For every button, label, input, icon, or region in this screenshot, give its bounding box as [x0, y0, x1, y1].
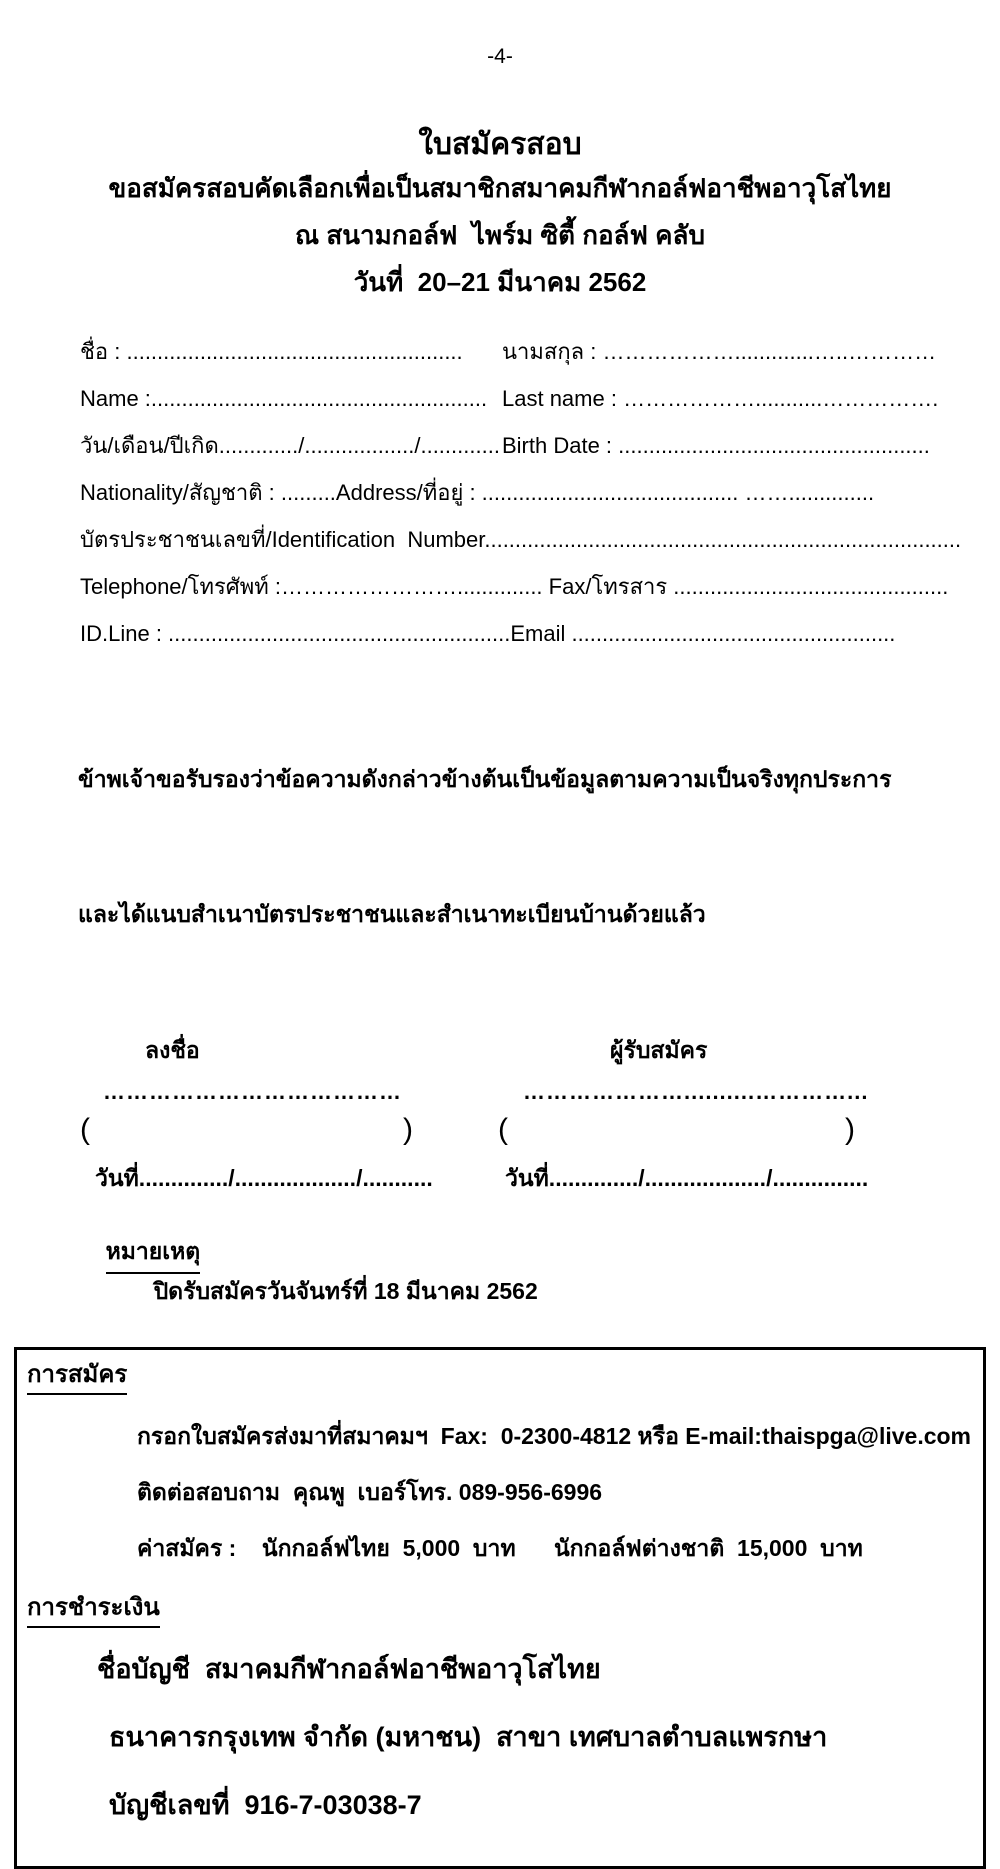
- field-birthdate-en: Birth Date : ...................................................: [502, 433, 930, 458]
- note-text: ปิดรับสมัครวันจันทร์ที่ 18 มีนาคม 2562: [153, 1278, 538, 1304]
- form-row-idline-email: [80, 620, 920, 647]
- applicant-fields: [80, 338, 962, 647]
- form-title: ใบสมัครสอบ: [418, 128, 582, 161]
- field-idline-email: ID.Line : ........................................................Email .....................................................: [80, 621, 896, 646]
- receiver-label: ผู้รับสมัคร: [610, 1037, 708, 1063]
- form-row-id-number: [80, 526, 962, 553]
- account-number-line: บัญชีเลขที่ 916-7-03038-7: [109, 1790, 422, 1820]
- field-lastname-th: นามสกุล : ……………….............…..…………: [502, 339, 937, 364]
- form-row-telephone-fax: [80, 573, 949, 600]
- signature-line-applicant: …………………………………: [103, 1079, 402, 1104]
- paren-open-receiver: (: [498, 1113, 508, 1146]
- field-name-en: Name :.......................................................: [80, 386, 488, 411]
- form-row-nationality-address: [80, 479, 920, 506]
- form-row-name: [80, 338, 937, 365]
- payment-heading-text: การชำระเงิน: [27, 1593, 160, 1628]
- info-box: [14, 1347, 986, 1869]
- paren-open-applicant: (: [80, 1113, 90, 1146]
- form-header: [0, 125, 1000, 306]
- note-row: [80, 1207, 1000, 1337]
- field-lastname-en: Last name : ………………...........…………….: [502, 386, 939, 411]
- submission-line: กรอกใบสมัครส่งมาที่สมาคมฯ Fax: 0-2300-4812 หรือ E-mail:thaispga@live.com: [137, 1423, 971, 1449]
- bank-branch-line: ธนาคารกรุงเทพ จำกัด (มหาชน) สาขา เทศบาลตำบลแพรกษา: [109, 1722, 828, 1752]
- declaration-line-1: ข้าพเจ้าขอรับรองว่าข้อความดังกล่าวข้างต้นเป็นข้อมูลตามความเป็นจริงทุกประการ: [78, 766, 892, 792]
- form-subtitle-purpose: ขอสมัครสอบคัดเลือกเพื่อเป็นสมาชิกสมาคมกีฬากอล์ฟอาชีพอาวุโสไทย: [108, 173, 892, 203]
- form-subtitle-venue: ณ สนามกอล์ฟ ไพร์ม ซิตี้ กอล์ฟ คลับ: [295, 220, 705, 250]
- form-subtitle-date: วันที่ 20–21 มีนาคม 2562: [353, 267, 647, 297]
- field-id-number: บัตรประชาชนเลขที่/Identification Number..............................................................................: [80, 527, 962, 552]
- paren-close-receiver: ): [845, 1113, 855, 1146]
- application-section-heading: [27, 1360, 969, 1395]
- date-line-applicant: วันที่............../.................../...........: [95, 1165, 433, 1191]
- field-telephone-fax: Telephone/โทรศัพท์ :…………………….............. Fax/โทรสาร .............................................: [80, 574, 949, 599]
- form-row-birthdate: [80, 432, 930, 459]
- declaration-line-2: และได้แนบสำเนาบัตรประชาชนและสำเนาทะเบียนบ้านด้วยแล้ว: [78, 901, 706, 927]
- declaration: [78, 667, 920, 1027]
- paren-close-applicant: ): [403, 1113, 413, 1146]
- fee-line: ค่าสมัคร : นักกอล์ฟไทย 5,000 บาท นักกอล์ฟต่างชาติ 15,000 บาท: [137, 1535, 863, 1561]
- form-row-name-en: [80, 385, 939, 412]
- signature-line-receiver: …………………..........…………...: [523, 1079, 869, 1104]
- signee-label: ลงชื่อ: [145, 1037, 200, 1063]
- field-name-th: ชื่อ : .......................................................: [80, 339, 463, 364]
- application-heading-text: การสมัคร: [27, 1360, 127, 1395]
- contact-line: ติดต่อสอบถาม คุณพู เบอร์โทร. 089-956-6996: [137, 1479, 603, 1505]
- field-nationality-address: Nationality/สัญชาติ : .........Address/ที่อยู่ : .......................................... ……..............: [80, 480, 875, 505]
- field-birthdate-th: วัน/เดือน/ปีเกิด............./................../.............: [80, 433, 500, 458]
- page-number: -4-: [487, 45, 513, 68]
- payment-section-heading: [27, 1593, 969, 1628]
- date-line-receiver: วันที่............../.................../...............: [505, 1165, 869, 1191]
- account-name-line: ชื่อบัญชี สมาคมกีฬากอล์ฟอาชีพอาวุโสไทย: [97, 1654, 601, 1684]
- signature-area: [0, 1029, 1000, 1201]
- note-label: หมายเหตุ: [106, 1234, 201, 1274]
